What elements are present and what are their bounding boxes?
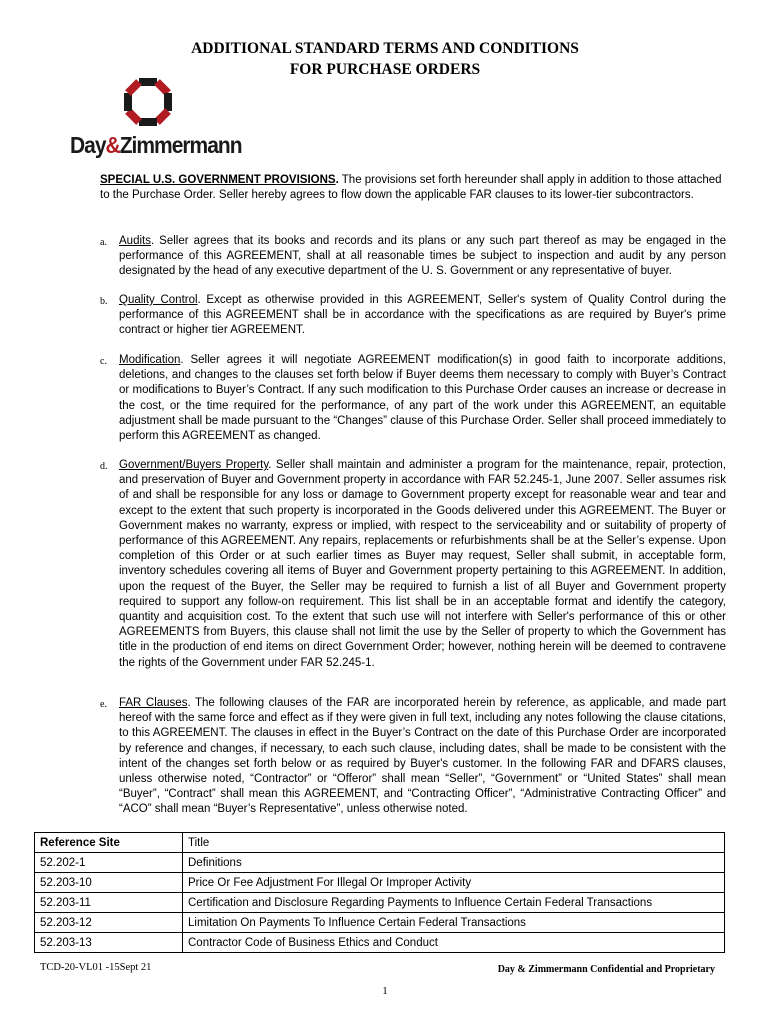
clause-marker: a. xyxy=(100,237,107,248)
header-title: Title xyxy=(183,833,725,853)
clause-heading: Audits xyxy=(119,235,151,247)
table-row xyxy=(35,893,725,913)
page-number: 1 xyxy=(382,985,388,997)
clause-marker: e. xyxy=(100,699,107,710)
clause-heading: Government/Buyers Property xyxy=(119,459,269,471)
cell-title: Definitions xyxy=(183,853,725,873)
clause-heading: Quality Control xyxy=(119,294,198,306)
clause-heading: Modification xyxy=(119,354,181,366)
logo-text-amp: & xyxy=(105,133,120,159)
clause-quality-control xyxy=(100,293,726,339)
intro-paragraph xyxy=(100,173,722,203)
clause-marker: b. xyxy=(100,296,108,307)
intro-text: The provisions set forth hereunder shall apply in addition to those attached to the Purchase Order. Seller hereby agrees to flow down the applicable FAR clauses to its lower-tier subcontractors. xyxy=(100,174,722,202)
clause-marker: d. xyxy=(100,461,108,472)
title-line-2: FOR PURCHASE ORDERS xyxy=(289,61,481,78)
clause-government-buyers-property xyxy=(100,458,726,671)
cell-reference: 52.203-10 xyxy=(35,873,183,893)
far-clauses-table xyxy=(34,832,725,953)
header-reference-site: Reference Site xyxy=(35,833,183,853)
clause-audits xyxy=(100,234,726,280)
clause-text: . Except as otherwise provided in this AGREEMENT, Seller's system of Quality Control during the performance of this AGREEMENT shall be in accordance with the specifications as are required by Buyer's prime contract or higher tier AGREEMENT. xyxy=(119,294,726,337)
clause-heading: FAR Clauses xyxy=(119,697,188,709)
cell-title: Price Or Fee Adjustment For Illegal Or Improper Activity xyxy=(183,873,725,893)
clause-text: . Seller shall maintain and administer a program for the maintenance, repair, protection, and preservation of Buyer and Government property in accordance with FAR 52.245-1, June 2007. Seller assumes risk of and shall be responsible for any loss or damage to Government property except for reasonable wear and tear and except to the extent that such property is incorporated in the Goods delivered under this AGREEMENT. The Buyer or Government makes no warranty, express or implied, with respect to the serviceability and or suitability of property of performance of this AGREEMENT. Any repairs, replacements or refurbishments shall be at the Seller’s expense. Upon completion of this Order or at such earlier times as Buyer may request, Seller shall submit, in acceptable form, inventory schedules covering all items of Buyer and Government property pertaining to this AGREEMENT. In addition, upon the request of the Buyer, the Seller may be required to furnish a list of all Buyer and Government property required to support any follow-on requirement. This list shall be in an acceptable format and identify the category, quantity and acquisition cost. To the extent that such use will not interfere with Seller's performance of this or other AGREEMENTS from Buyers, this clause shall not limit the use by the Seller of property to which the Government has title in the production of end items on direct Government Order; however, nothing herein will be deemed to contravene the rights of the Government under FAR 52.245-1. xyxy=(119,459,726,669)
intro-heading-punct: . xyxy=(335,174,339,186)
logo-text-zimmermann: Zimmermann xyxy=(119,133,242,159)
cell-title: Certification and Disclosure Regarding Payments to Influence Certain Federal Transactions xyxy=(183,893,725,913)
table-row xyxy=(35,913,725,933)
cell-reference: 52.203-12 xyxy=(35,913,183,933)
footer-document-code: TCD-20-VL01 -15Sept 21 xyxy=(40,962,152,973)
footer-confidential-notice: Day & Zimmermann Confidential and Proprietary xyxy=(497,964,715,975)
clause-far-clauses xyxy=(100,696,726,818)
table-header-row xyxy=(35,833,725,853)
cell-reference: 52.203-11 xyxy=(35,893,183,913)
cell-title: Contractor Code of Business Ethics and Conduct xyxy=(183,933,725,953)
clause-text: . Seller agrees that its books and records and its plans or any such part thereof as may be engaged in the performance of this AGREEMENT, shall at all reasonable times be subject to inspection and audit by any person designated by the head of any executive department of the U. S. Government or any representative of buyer. xyxy=(119,235,726,278)
table-row xyxy=(35,933,725,953)
clause-marker: c. xyxy=(100,356,107,367)
table-row xyxy=(35,873,725,893)
intro-heading: SPECIAL U.S. GOVERNMENT PROVISIONS xyxy=(100,174,336,186)
cell-reference: 52.202-1 xyxy=(35,853,183,873)
logo-wordmark xyxy=(70,133,242,160)
logo-text-day: Day xyxy=(70,133,106,159)
clause-modification xyxy=(100,353,726,444)
clause-text: . The following clauses of the FAR are incorporated herein by reference, as applicable, and made part hereof with the same force and effect as if they were given in full text, including any notes following the clause citations, to this AGREEMENT. The clauses in effect in the Buyer’s Contract on the date of this Purchase Order are incorporated by reference and changes, if necessary, to each such clause, including dates, shall be made to be consistent with the intent of the changes set forth below or as required by Buyer's customer. In the following FAR and DFARS clauses, unless otherwise noted, “Contractor” or “Offeror” shall mean “Seller”, “Government” or “United States” shall mean “Buyer”, “Contract” shall mean this AGREEMENT, and “Contracting Officer”, “Administrative Contracting Officer” and “ACO” shall mean “Buyer’s Representative”, unless otherwise noted. xyxy=(119,697,727,816)
cell-title: Limitation On Payments To Influence Certain Federal Transactions xyxy=(183,913,725,933)
table-row xyxy=(35,853,725,873)
clause-text: . Seller agrees it will negotiate AGREEMENT modification(s) in good faith to incorporate additions, deletions, and changes to the clauses set forth below if Buyer deems them necessary to comply with Buyer’s Contract or modifications to Buyer’s Contract. If any such modification to this Purchase Order causes an increase or decrease in the cost, or the time required for the performance, of any part of the work under this AGREEMENT, an equitable adjustment shall be made pursuant to the “Changes” clause of this Purchase Order. Seller shall proceed immediately to perform this AGREEMENT as changed. xyxy=(119,354,726,443)
title-line-1: ADDITIONAL STANDARD TERMS AND CONDITIONS xyxy=(191,40,579,57)
cell-reference: 52.203-13 xyxy=(35,933,183,953)
company-logo xyxy=(70,78,242,159)
document-title xyxy=(0,38,770,80)
octagon-ring-logo-icon xyxy=(124,78,172,126)
